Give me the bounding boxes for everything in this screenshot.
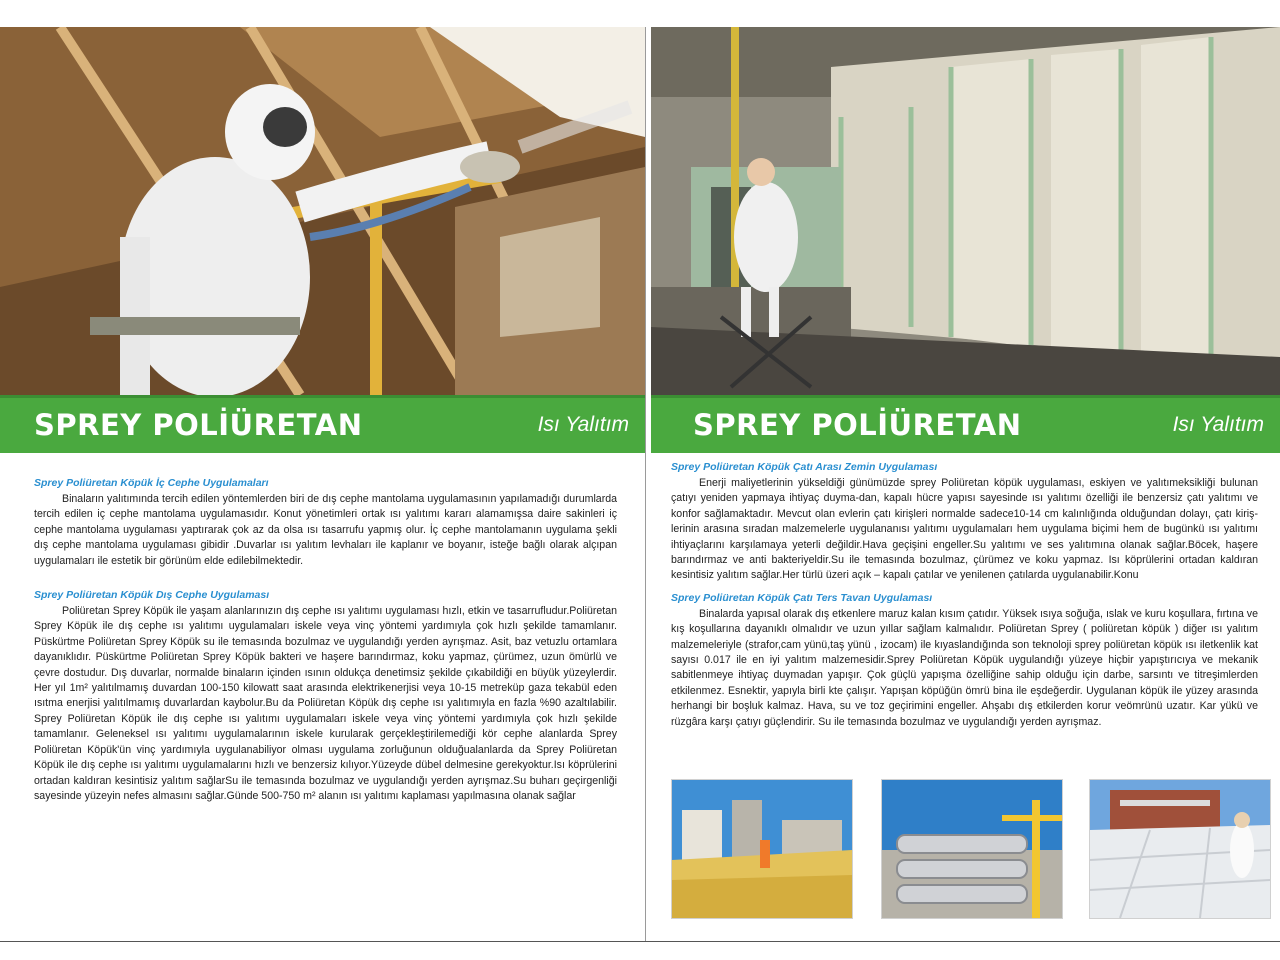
section-interior-facade — [34, 477, 617, 569]
section-body: Binaların yalıtımında tercih edilen yöntemlerden biri de dış cephe mantolama uygulamasının yapılamadığı durumlarda tercih edilen iç cephe mantolama uygulamasıdır. Konut yönetimleri ortak ısı yalıtımı kararı alamamışsa daire sakinleri iç cephe mantolama uygulaması yaptırarak çok az da olsa ısı tasarrufu yapmış olur. İç cephe mantolamanın uygulama şekli dış cephe mantolama uygulaması gibidir .Duvarlar ısı yalıtım levhaları ile kaplanır ve boyanır, isteğe bağlı olarak alçıpan uygulamaları ile estetik bir görünüm elde edilebilmektedir. — [34, 493, 617, 567]
banner-subtitle: Isı Yalıtım — [1172, 413, 1264, 436]
banner — [651, 395, 1280, 453]
photo-roof-spray-worker — [1089, 779, 1271, 919]
right-content — [671, 461, 1258, 738]
roof-foam-illustration — [672, 780, 852, 918]
photo-worker-spraying-wall — [651, 27, 1280, 395]
banner-title: SPREY POLİÜRETAN — [693, 408, 1022, 442]
banner-subtitle: Isı Yalıtım — [537, 413, 629, 436]
thumbnail-strip — [671, 779, 1271, 919]
right-page — [651, 27, 1280, 941]
left-content — [34, 477, 617, 824]
photo-roof-foam-application — [671, 779, 853, 919]
photo-worker-spraying-attic — [0, 27, 645, 395]
rooftop-pipes-illustration — [882, 780, 1062, 918]
section-title: Sprey Poliüretan Köpük Çatı Ters Tavan Uygulaması — [671, 591, 933, 604]
section-title: Sprey Poliüretan Köpük İç Cephe Uygulamaları — [34, 477, 269, 489]
section-body: Poliüretan Sprey Köpük ile yaşam alanlarınızın dış cephe ısı yalıtımı uygulaması hızlı, etkin ve tasarrufludur.Poliüretan Sprey Köpük ile dış cephe ısı yalıtımı uygulamaları iskele veya vinç yöntemi yardımıyla çok hızlı şekilde tamamlanır. Püskürtme Poliüretan Sprey Köpük su ile temasında bozulmaz ve uygulandığı yerden ayrışmaz. Asit, baz vetuzlu ortamlara dayanıklıdır. Püskürtme Poliüretan Sprey Köpük bakteri ve haşere barındırmaz, koku yapmaz, çürümez, uzun ömürlü ve çevre dostudur. Dış duvarlar, normalde binaların içinden ısının oldukça denetimsiz şekilde çıkabildiği en büyük yüzeylerdir. Her yıl 1m² yalıtılmamış duvardan 100-150 kilowatt saat arasında elektrikenerjisi veya 10-15 metreküp gaza tekabül eden ısıtma enerjisi yalıtılmamış duvarlardan kaybolur.Bu da Poliüretan Köpük dış cephe ısı yalıtımıyla en fazla %90 azaltılabilir. Sprey Poliüretan Köpük ile dış cephe ısı yalıtımı uygulamaları iskele veya vinç yöntemi yardımıyla çok hızlı şekilde tamamlanır. Geleneksel ısı yalıtımı uygulamalarının iskele kurularak gerçekleştirilemediği kör cephe alanlarda Sprey Poliüretan Köpük'ün vinç yardımıyla uygulanabiliyor olması uygulama zorluğunun olduğualanlarda da Sprey Poliüretan Köpük ile dış cephe ısı yalıtımı uygulamalarını hızlı ve benzersiz kılıyor.Yüzeyde dübel delmesine gerekyoktur.Isı köprülerini ortadan kaldıran kesintisiz yalıtım sağlarSu ile temasında bozulmaz ve uygulandığı yerden ayrışmaz.Su buharı geçirgenliği sayesinde yüzeyin nefes almasını sağlar.Günde 500-750 m² alanın ısı yalıtımı kaplaması yapılmasına olanak sağlar — [34, 605, 617, 802]
section-body: Binalarda yapısal olarak dış etkenlere maruz kalan kısım çatıdır. Yüksek ısıya soğuğa, ıslak ve kuru koşullara, fırtına ve kış koşullarına dayanıklı olmalıdır ve uzun yıllar sağlam kalmalıdır. Poliüretan Sprey ( poliüretan köpük ) diğer ısı yalıtım malzemeleriyle (strafor,cam yünü,taş yünü , izocam) ile kıyaslandığında son teknoloji sprey poliüretan köpük ısı iletkenlik kat sayısı 0.017 ile en iyi yalıtım malzemesidir.Sprey Poliüretan Köpük uygulandığı yüzeye hiçbir yapıştırıcıya ve mekanik sabitlenmeye ihtiyaç duymadan yapışır. Çok güçlü yapışma özelliğine sahip olduğu için darbe, sarsıntı ve titreşimlerden etkilenmez. Esnektir, yapıyla birli kte çalışır. Yapışan köpüğün ömrü bina ile eşdeğerdir. Uygulanan köpük ile yüzey arasında herhangi bir boşluk kalmaz. Hava, su ve toz geçirimini engeller. Ahşabı dış etkilerden korur veömrünü uzatır. Kar yükü ve rüzgâra karşı çatıyı güçlendirir. Su ile temasında bozulmaz ve uygulandığı yerden ayrışmaz. — [671, 607, 1258, 728]
banner — [0, 395, 645, 453]
section-title: Sprey Poliüretan Köpük Dış Cephe Uygulaması — [34, 589, 270, 602]
section-inverted-ceiling — [671, 592, 1258, 730]
bottom-rule — [0, 941, 1280, 942]
section-exterior-facade — [34, 589, 617, 804]
left-page — [0, 27, 645, 941]
section-attic-floor — [671, 461, 1258, 584]
roof-spray-illustration — [1090, 780, 1270, 918]
photo-rooftop-pipes — [881, 779, 1063, 919]
section-title: Sprey Poliüretan Köpük Çatı Arası Zemin Uygulaması — [671, 461, 938, 473]
attic-spray-illustration — [0, 27, 645, 395]
wall-spray-illustration — [651, 27, 1280, 395]
section-body: Enerji maliyetlerinin yükseldiği günümüzde sprey Poliüretan köpük uygulaması, eskiyen ve yalıtımeksikliği bulunan çatıyı yeniden yapmaya ihtiyaç duyma-dan, kapalı hücre yapısı sayesinde ısı yalıtımı özelliği ile benzersiz çatı yalıtımı ve konfor sağlamaktadır. Mevcut olan evlerin çatı kirişleri normalde sadece10-14 cm kalınlığında olduğundan dolayı, çatı kiriş-lerinin arasına sıradan malzemelerle uygulananısı yalıtımı uygulamaları hem uygulama biçimi hem de bugünkü ısı yalıtımı ihtiyaçlarını karşılamaya yeterli değildir.Hava geçişini engeller.Su yalıtımı ve ses yalıtımına olanak sağlar.Böcek, haşere barındırmaz ve anti bakteriyeldir.Su ile temasında bozulmaz, çürümez ve koku yapmaz. Isı köprülerini ortadan kaldıran kesintisiz yalıtım sağlar.Her türlü üzeri açık – kapalı çatılar ve yenilenen çatılarda uygulanabilir.Konu — [671, 477, 1258, 582]
banner-title: SPREY POLİÜRETAN — [34, 408, 363, 442]
